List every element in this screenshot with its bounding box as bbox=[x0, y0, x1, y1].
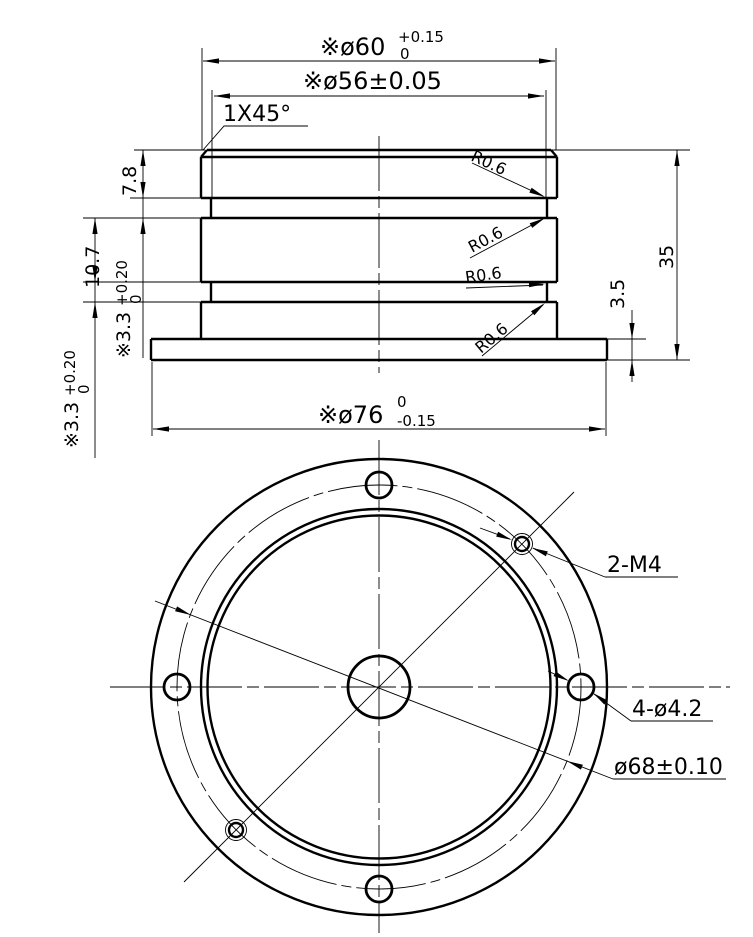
dim-arrow bbox=[140, 182, 145, 198]
dim-3-5-label: 3.5 bbox=[607, 278, 629, 309]
fillet-3-label: R0.6 bbox=[463, 263, 503, 287]
dim-arrow bbox=[589, 426, 605, 431]
dim-arrow bbox=[92, 302, 97, 318]
side-view bbox=[61, 28, 690, 458]
dim-groove-lower-tol-upper: +0.20 bbox=[61, 350, 79, 396]
dim-78-group bbox=[119, 166, 141, 196]
dim-groove-upper-label: ※3.3 bbox=[113, 311, 135, 358]
dim-arrow bbox=[140, 150, 145, 166]
dim-arrow bbox=[203, 58, 219, 63]
dim-line-d68 bbox=[155, 601, 613, 779]
dim-arrow bbox=[629, 323, 634, 339]
fillet-1-arrow bbox=[529, 188, 545, 197]
fillet-4-label: R0.6 bbox=[471, 319, 512, 358]
dim-arrow bbox=[567, 761, 583, 770]
dim-groove-upper-tol-upper: +0.20 bbox=[113, 260, 131, 306]
chamfer-label: 1X45° bbox=[223, 102, 292, 127]
dim-arrow bbox=[674, 150, 679, 166]
fillet-3-group bbox=[464, 263, 503, 287]
fillet-4-group bbox=[471, 319, 511, 357]
dim-arrow bbox=[593, 693, 607, 705]
fillet-2-arrow bbox=[530, 218, 545, 228]
dim-107-group bbox=[82, 246, 104, 288]
dim-d60-label: ※ø60 bbox=[320, 33, 386, 61]
dim-d76-tol-upper: 0 bbox=[397, 393, 407, 411]
dim-arrow bbox=[532, 548, 548, 556]
dim-groove-lower-label: ※3.3 bbox=[61, 401, 83, 448]
side-view-extension-lines bbox=[83, 48, 690, 436]
dim-d60-tol-upper: +0.15 bbox=[398, 28, 444, 46]
dim-groove-upper-group bbox=[113, 260, 145, 358]
dim-groove-lower-group bbox=[61, 350, 93, 448]
dim-d76-tol-lower: -0.15 bbox=[397, 412, 436, 430]
dim-3-5-group bbox=[607, 279, 629, 309]
fillet-1-label: R0.6 bbox=[468, 146, 510, 180]
fillet-1-group bbox=[468, 146, 509, 179]
bolt-circle-label: ø68±0.10 bbox=[614, 755, 723, 780]
dim-35-group bbox=[656, 245, 678, 269]
dim-d56-label: ※ø56±0.05 bbox=[303, 67, 442, 95]
dim-arrow bbox=[674, 344, 679, 360]
dim-107-label: 10.7 bbox=[82, 245, 104, 288]
dim-35-label: 35 bbox=[656, 244, 678, 269]
dim-groove-upper-tol-lower: 0 bbox=[127, 294, 145, 304]
dim-groove-lower-tol-lower: 0 bbox=[75, 384, 93, 394]
fillet-4-arrow bbox=[531, 303, 545, 315]
fillet-2-label: R0.6 bbox=[464, 222, 507, 257]
dim-arrow bbox=[528, 93, 544, 98]
dim-arrow bbox=[92, 218, 97, 234]
tapped-holes-label: 2-M4 bbox=[607, 553, 662, 578]
dim-arrow bbox=[140, 218, 145, 234]
fillet-callouts bbox=[464, 146, 545, 357]
side-view-dim-arrows bbox=[92, 58, 679, 431]
dim-d76-label: ※ø76 bbox=[318, 401, 384, 429]
dim-arrow bbox=[175, 606, 191, 615]
dim-d60-tol-lower: 0 bbox=[400, 45, 410, 63]
through-holes-label: 4-ø4.2 bbox=[632, 697, 703, 722]
dim-78-label: 7.8 bbox=[119, 165, 141, 196]
bottom-view bbox=[110, 440, 730, 933]
dim-arrow bbox=[153, 426, 169, 431]
chamfer-leader bbox=[203, 126, 308, 150]
dim-arrow bbox=[539, 58, 555, 63]
fillet-2-group bbox=[465, 223, 506, 257]
dim-arrow bbox=[629, 360, 634, 376]
dim-arrow bbox=[214, 93, 230, 98]
